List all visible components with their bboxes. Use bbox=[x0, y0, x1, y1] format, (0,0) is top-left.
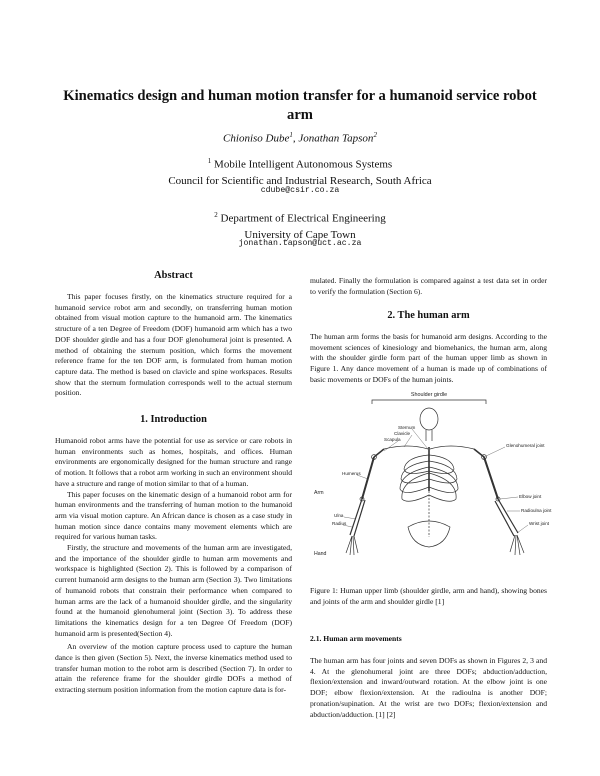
title-line-1: Kinematics design and human motion transfer for a humanoid service robot bbox=[63, 88, 537, 104]
left-forearm bbox=[350, 499, 365, 536]
affiliation-1 bbox=[60, 153, 540, 189]
paragraph: Humanoid robot arms have the potential for use as service or care robots in human environments such as homes, hospitals, and offices. Human environments are ergonomically designed for the human structure and range of motion. It follows that a robot arm working in such an environment should have a structure and range of motion similar to that of a human. bbox=[55, 436, 292, 488]
email-2: jonathan.tapson@uct.ac.za bbox=[238, 239, 362, 248]
email-1: cdube@csir.co.za bbox=[260, 186, 340, 195]
paragraph: An overview of the motion capture process used to capture the human dance is then given (Section 5). Next, the inverse kinematics method used to transfer human motion to the robot arm is described (Section 7). In order to attain the reference frame for the shoulder girdle DOFs a method of extracting sternum position information from the motion capture data is for- bbox=[55, 642, 292, 695]
author-mark: 2 bbox=[373, 131, 377, 139]
affiliation-line: Mobile Intelligent Autonomous Systems bbox=[214, 158, 393, 171]
introduction-heading: 1. Introduction bbox=[140, 414, 207, 425]
paragraph: The human arm has four joints and seven DOFs as shown in Figures 2, 3 and 4. At the glenohumeral joint are three DOFs; abduction/adduction, flexion/extension and inward/outward rotation. At the elbow joint is one DOF; elbow flexion/extension. At the radioulna is another DOF; pronation/supination. At the wrist are two DOFs; flexion/extension and abduction/adduction. [1] [2] bbox=[310, 656, 547, 719]
label-glenohumeral-joint: Glenohumeral joint bbox=[506, 443, 545, 448]
paragraph: The human arm forms the basis for humanoid arm designs. According to the movement sciences of kinesiology and biomehanics, the human arm, along with the shoulder girdle form part of the human upper limb as shown in Figure 1. Any dance movement of a human is made up of combinations of basic movements or DOFs of the human joints. bbox=[310, 332, 547, 384]
label-sternum: Sternum bbox=[398, 425, 416, 430]
label-wrist-joint: Wrist joint bbox=[529, 521, 550, 526]
author-line: Chioniso Dube$^1$, Jonathan Tapson$^2$ bbox=[223, 131, 377, 145]
human-arm-movements-heading: 2.1. Human arm movements bbox=[310, 634, 402, 643]
continued-text bbox=[310, 276, 547, 297]
title-line-2: arm bbox=[287, 107, 313, 123]
right-forearm bbox=[495, 499, 518, 536]
right-hand bbox=[510, 535, 524, 555]
affiliation-line: Department of Electrical Engineering bbox=[220, 212, 386, 225]
abstract-text: This paper focuses firstly, on the kinematics structure required for a humanoid service robot arm and secondly, on transferring human motion obtained from visual motion capture to the humanoid arm. The kinematics structure of a ten Degree of Freedom (DOF) humanoid arm which has a two DOF shoulder girdle and has a four DOF glenohumeral joint is presented. A method of obtaining the sternum position, which forms the movement reference frame for the ten DOF arm, is formulated from human motion capture data. The method is based on clavicle and spine workspaces. Results show that the sternum formulation corresponds well to the actual sternum position. bbox=[55, 292, 292, 398]
affiliation-2 bbox=[60, 207, 540, 243]
caption-text: Figure 1: Human upper limb (shoulder girdle, arm and hand), showing bones and joints of the arm and shoulder girdle [1] bbox=[310, 586, 547, 606]
affiliation-mark: 1 bbox=[207, 157, 212, 165]
human-arm-movements-body bbox=[310, 656, 547, 720]
label-hand: Hand bbox=[314, 551, 327, 557]
abstract-heading: Abstract bbox=[154, 270, 193, 281]
right-scapula-joint bbox=[474, 449, 484, 457]
label-clavicle: Clavicle bbox=[394, 431, 411, 436]
label-scapula: Scapula bbox=[384, 437, 401, 442]
label-shoulder-girdle: Shoulder girdle bbox=[410, 392, 448, 398]
introduction-body bbox=[55, 436, 292, 696]
human-arm-body bbox=[310, 332, 547, 386]
label-radius: Radius bbox=[332, 521, 347, 526]
label-ulna: Ulna bbox=[334, 513, 344, 518]
left-scapula-joint bbox=[374, 449, 384, 457]
human-arm-heading: 2. The human arm bbox=[387, 310, 470, 321]
author-mark: 1 bbox=[289, 131, 293, 139]
paragraph: Firstly, the structure and movements of the human arm are investigated, and the importance of the shoulder girdle to human arm movements and workspace is highlighted (Section 2). This is followed by a comparison of current humanoid arm designs to the human arm (Section 3). Two limitations of humanoid robots that constrain their performance when compared to human arms are the lack of a humanoid shoulder girdle, and the singularity found at the humanoid glenohumeral joint (Section 3). To address these limitations the kinematics design for a ten Degree Of Freedom (DOF) humanoid arm is presented(Section 4). bbox=[55, 543, 292, 638]
paper-title bbox=[60, 87, 540, 125]
label-humerus: Humerus bbox=[342, 471, 361, 476]
left-hand bbox=[346, 536, 358, 555]
label-arm: Arm bbox=[314, 490, 324, 496]
skull-icon bbox=[420, 408, 438, 430]
figure-upper-limb bbox=[312, 387, 594, 569]
left-humerus bbox=[362, 457, 374, 499]
affiliation-line: University of Cape Town bbox=[244, 228, 356, 241]
abstract-body bbox=[55, 292, 292, 399]
shoulder-girdle-bracket bbox=[372, 400, 486, 404]
right-clavicle bbox=[430, 446, 474, 449]
affiliation-line: Council for Scientific and Industrial Research, South Africa bbox=[168, 174, 432, 187]
paragraph: This paper focuses on the kinematic design of a humanoid robot arm for human environments and the transferring of human motion to the humanoid arm via visual motion capture. An African dance is chosen as a case study in human motion since dance contains many movement elements which are required for various human tasks. bbox=[55, 489, 292, 542]
author-name: Jonathan Tapson bbox=[298, 132, 374, 145]
paragraph: mulated. Finally the formulation is compared against a test data set in order to verify the formulation (Section 6). bbox=[310, 276, 547, 296]
author-name: Chioniso Dube bbox=[223, 132, 290, 145]
figure-caption bbox=[310, 586, 547, 607]
neck-vertebrae bbox=[426, 430, 432, 441]
label-radioulna-joint: Radioulna joint bbox=[521, 508, 552, 513]
label-elbow-joint: Elbow joint bbox=[519, 494, 542, 499]
affiliation-mark: 2 bbox=[214, 211, 218, 219]
right-humerus bbox=[484, 457, 498, 499]
